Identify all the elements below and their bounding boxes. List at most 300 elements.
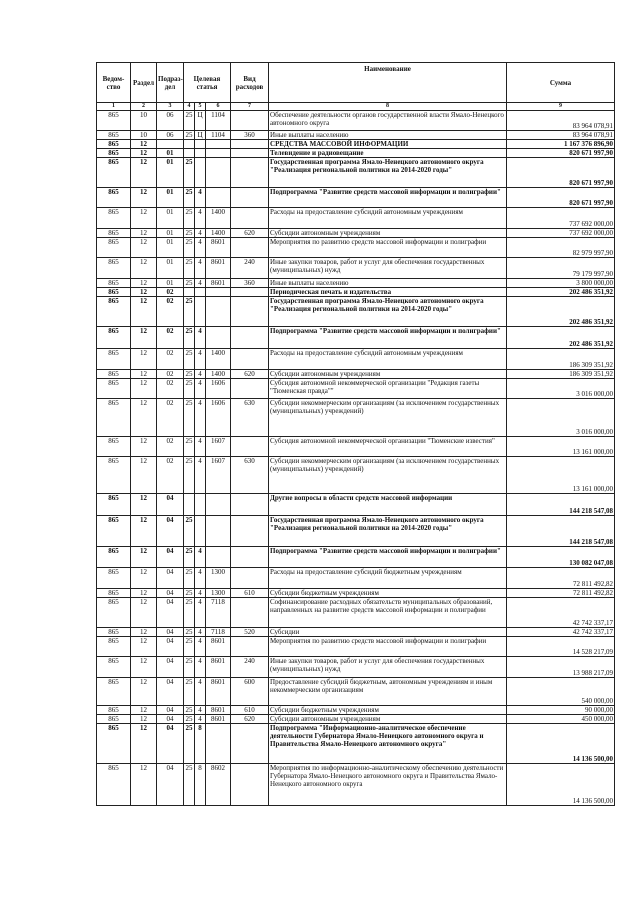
cell-target-3: 8601	[206, 279, 231, 288]
cell-sum: 13 161 000,00	[507, 457, 615, 494]
cell-razdel: 12	[131, 547, 157, 568]
cell-razdel: 12	[131, 657, 157, 678]
cell-name: Подпрограмма "Информационно-аналитическое обеспечение деятельности Губернатора Ямало-Ненецкого автономного округа и Правительства Ямало-Ненецкого автономного округа"	[269, 724, 507, 764]
cell-ved: 865	[97, 258, 131, 279]
cell-sum: 42 742 337,17	[507, 598, 615, 628]
cell-vid	[231, 140, 269, 149]
cell-podrazdel: 02	[157, 370, 184, 379]
cell-vid	[231, 288, 269, 297]
table-row	[97, 229, 615, 238]
cell-target-2	[195, 140, 206, 149]
cell-target-2	[195, 158, 206, 188]
cell-target-2: 4	[195, 349, 206, 370]
cell-vid	[231, 188, 269, 208]
table-row	[97, 279, 615, 288]
cell-ved: 865	[97, 516, 131, 547]
cell-vid	[231, 568, 269, 589]
cell-podrazdel: 02	[157, 437, 184, 457]
table-row	[97, 547, 615, 568]
cell-ved: 865	[97, 399, 131, 437]
cell-target-2: 4	[195, 706, 206, 715]
cell-target-2	[195, 516, 206, 547]
cell-ved: 865	[97, 706, 131, 715]
cell-ved: 865	[97, 238, 131, 258]
cell-target-1	[184, 288, 195, 297]
cell-podrazdel: 04	[157, 516, 184, 547]
cell-target-3	[206, 516, 231, 547]
cell-target-1: 25	[184, 547, 195, 568]
cell-target-3: 8601	[206, 238, 231, 258]
cell-podrazdel: 02	[157, 288, 184, 297]
cell-ved: 865	[97, 327, 131, 349]
cell-target-3	[206, 288, 231, 297]
cell-target-3: 8602	[206, 764, 231, 806]
cell-name: Субсидии	[269, 628, 507, 637]
cell-target-2	[195, 288, 206, 297]
table-row	[97, 149, 615, 158]
cell-target-3: 8601	[206, 637, 231, 657]
table-row	[97, 457, 615, 494]
cell-target-1: 25	[184, 437, 195, 457]
cell-razdel: 12	[131, 628, 157, 637]
cell-sum: 13 161 000,00	[507, 437, 615, 457]
cell-ved: 865	[97, 437, 131, 457]
cell-vid: 240	[231, 657, 269, 678]
cell-ved: 865	[97, 111, 131, 131]
cell-target-3: 1606	[206, 399, 231, 437]
cell-razdel: 12	[131, 370, 157, 379]
table-row	[97, 288, 615, 297]
cell-sum: 72 811 492,82	[507, 568, 615, 589]
header-row	[97, 63, 615, 103]
cell-ved: 865	[97, 131, 131, 140]
cell-razdel: 12	[131, 516, 157, 547]
cell-razdel: 12	[131, 437, 157, 457]
cell-podrazdel: 04	[157, 724, 184, 764]
cell-name: Государственная программа Ямало-Ненецкого автономного округа "Реализация региональной политики на 2014-2020 годы"	[269, 158, 507, 188]
cell-target-2: 4	[195, 657, 206, 678]
cell-ved: 865	[97, 229, 131, 238]
cell-name: Мероприятия по информационно-аналитическому обеспечению деятельности Губернатора Ямало-Ненецкого автономного округа и Правительства Ямало-Ненецкого автономного округа	[269, 764, 507, 806]
cell-target-1: 25	[184, 457, 195, 494]
cell-vid: 240	[231, 258, 269, 279]
cell-target-3	[206, 188, 231, 208]
cell-podrazdel: 01	[157, 258, 184, 279]
cell-target-1: 25	[185, 131, 193, 139]
cell-target-2: 4	[195, 547, 206, 568]
cell-podrazdel: 01	[157, 238, 184, 258]
cell-podrazdel: 04	[157, 764, 184, 806]
cell-podrazdel: 04	[157, 598, 184, 628]
table-row	[97, 764, 615, 806]
cell-target-3: 7118	[206, 628, 231, 637]
cell-ved: 865	[97, 628, 131, 637]
cell-target-1: 25	[184, 208, 195, 229]
col-number: 9	[507, 103, 615, 111]
table-row	[97, 327, 615, 349]
cell-name: Иные закупки товаров, работ и услуг для обеспечения государственных (муниципальных) нужд	[269, 258, 507, 279]
table-row	[97, 678, 615, 706]
cell-razdel: 12	[131, 457, 157, 494]
table-row	[97, 379, 615, 399]
table-row	[97, 598, 615, 628]
cell-sum: 737 692 000,00	[507, 229, 615, 238]
col-number: 7	[231, 103, 269, 111]
cell-target-2: 8	[195, 724, 206, 764]
cell-sum: 202 486 351,92	[507, 288, 615, 297]
cell-target-3: 8601	[206, 678, 231, 706]
cell-target-2: 4	[195, 598, 206, 628]
cell-vid	[231, 437, 269, 457]
cell-sum: 14 136 500,00	[507, 764, 615, 806]
header-vid: Вид расходов	[231, 63, 269, 103]
cell-sum: 72 811 492,82	[507, 589, 615, 598]
cell-name: Обеспечение деятельности органов государственной власти Ямало-Ненецкого автономного округа	[269, 111, 507, 131]
cell-ved: 865	[97, 598, 131, 628]
cell-target-1	[184, 149, 195, 158]
cell-target-1: 25	[185, 715, 193, 723]
cell-ved: 865	[97, 547, 131, 568]
cell-target-2	[195, 494, 206, 516]
cell-ved: 865	[97, 279, 131, 288]
cell-ved: 865	[97, 349, 131, 370]
cell-target-2: 4	[195, 589, 206, 598]
cell-target-1: 25	[184, 188, 195, 208]
cell-sum: 144 218 547,08	[507, 516, 615, 547]
cell-podrazdel: 04	[157, 715, 184, 724]
cell-razdel: 12	[131, 158, 157, 188]
cell-sum: 14 136 500,00	[507, 724, 615, 764]
table-row	[97, 188, 615, 208]
col-number: 4	[184, 103, 195, 111]
cell-target-3: 1606	[206, 379, 231, 399]
cell-podrazdel: 02	[157, 327, 184, 349]
cell-razdel: 12	[131, 279, 157, 288]
cell-target-1: 25	[184, 327, 195, 349]
cell-ved: 865	[97, 379, 131, 399]
cell-podrazdel: 04	[157, 589, 184, 598]
cell-sum: 144 218 547,08	[507, 494, 615, 516]
cell-target-1: 25	[184, 111, 195, 131]
cell-target-2: 4	[195, 399, 206, 437]
cell-name: Софинансирование расходных обязательств муниципальных образований, направленных на развитие средств массовой информации и полиграфии	[269, 598, 507, 628]
cell-target-1	[184, 494, 195, 516]
column-numbers-row	[97, 103, 615, 111]
cell-target-1: 25	[184, 258, 195, 279]
cell-sum: 737 692 000,00	[507, 208, 615, 229]
cell-vid	[231, 516, 269, 547]
cell-name: Субсидии автономным учреждениям	[269, 370, 507, 379]
cell-vid: 630	[231, 399, 269, 437]
cell-razdel: 12	[131, 229, 157, 238]
cell-target-1: 25	[185, 229, 193, 237]
cell-razdel: 10	[131, 131, 157, 140]
table-row	[97, 140, 615, 149]
cell-name: Иные закупки товаров, работ и услуг для обеспечения государственных (муниципальных) нужд	[269, 657, 507, 678]
table-row	[97, 724, 615, 764]
cell-sum: 79 179 997,90	[507, 258, 615, 279]
header-razdel: Раздел	[131, 63, 157, 103]
cell-razdel: 12	[131, 678, 157, 706]
cell-target-2: 4	[195, 715, 206, 724]
cell-razdel: 12	[131, 598, 157, 628]
cell-target-3: 8601	[206, 706, 231, 715]
cell-podrazdel: 04	[157, 494, 184, 516]
cell-ved: 865	[97, 208, 131, 229]
cell-podrazdel: 01	[157, 279, 184, 288]
cell-target-3	[206, 547, 231, 568]
cell-target-3	[206, 327, 231, 349]
cell-name: Субсидии некоммерческим организациям (за исключением государственных (муниципальных) учреждений)	[269, 457, 507, 494]
header-celevaya: Целевая статья	[184, 63, 231, 103]
cell-name: Субсидии бюджетным учреждениям	[269, 589, 507, 598]
cell-razdel: 12	[131, 288, 157, 297]
cell-sum: 1 167 376 896,90	[507, 140, 615, 149]
cell-podrazdel: 02	[157, 399, 184, 437]
cell-target-1: 25	[184, 158, 195, 188]
cell-name: Другие вопросы в области средств массовой информации	[269, 494, 507, 516]
cell-target-3	[206, 149, 231, 158]
cell-podrazdel: 06	[157, 111, 184, 131]
cell-vid: 610	[231, 589, 269, 598]
cell-target-3: 1400	[206, 349, 231, 370]
cell-target-3: 1300	[206, 568, 231, 589]
cell-podrazdel: 02	[157, 457, 184, 494]
cell-vid: 610	[231, 706, 269, 715]
cell-vid	[231, 637, 269, 657]
cell-podrazdel: 04	[157, 628, 184, 637]
cell-ved: 865	[97, 149, 131, 158]
cell-ved: 865	[97, 764, 131, 806]
cell-vid	[231, 111, 269, 131]
cell-name: Субсидии некоммерческим организациям (за исключением государственных (муниципальных) учреждений)	[269, 399, 507, 437]
col-number: 2	[131, 103, 157, 111]
cell-razdel: 12	[131, 140, 157, 149]
cell-target-2: 4	[195, 208, 206, 229]
cell-name: Мероприятия по развитию средств массовой информации и полиграфии	[269, 238, 507, 258]
cell-sum: 14 528 217,09	[507, 637, 615, 657]
cell-razdel: 12	[131, 589, 157, 598]
cell-target-1: 25	[185, 279, 193, 287]
cell-sum: 3 016 000,00	[507, 379, 615, 399]
cell-name: Расходы на предоставление субсидий бюджетным учреждениям	[269, 568, 507, 589]
cell-podrazdel: 04	[157, 706, 184, 715]
cell-sum: 540 000,00	[507, 678, 615, 706]
col-number: 8	[269, 103, 507, 111]
cell-target-3: 1300	[206, 589, 231, 598]
cell-sum: 90 000,00	[507, 706, 615, 715]
cell-razdel: 12	[131, 349, 157, 370]
cell-podrazdel: 01	[157, 208, 184, 229]
table-row	[97, 589, 615, 598]
cell-ved: 865	[97, 297, 131, 327]
cell-ved: 865	[97, 568, 131, 589]
cell-razdel: 12	[131, 149, 157, 158]
cell-target-1: 25	[185, 370, 193, 378]
cell-ved: 865	[97, 140, 131, 149]
table-row	[97, 399, 615, 437]
cell-target-3: 1104	[206, 131, 231, 140]
cell-sum: 820 671 997,90	[507, 188, 615, 208]
cell-target-1: 25	[184, 657, 195, 678]
cell-sum: 202 486 351,92	[507, 327, 615, 349]
table-row	[97, 370, 615, 379]
cell-vid	[231, 297, 269, 327]
cell-vid	[231, 149, 269, 158]
cell-razdel: 12	[131, 258, 157, 279]
cell-vid: 520	[231, 628, 269, 637]
header-summa: Сумма	[507, 63, 615, 103]
cell-target-1	[184, 140, 195, 149]
cell-target-3: 1607	[206, 457, 231, 494]
cell-sum: 83 964 078,91	[507, 131, 615, 140]
cell-sum: 202 486 351,92	[507, 297, 615, 327]
cell-target-1: 25	[184, 516, 195, 547]
cell-podrazdel: 06	[157, 131, 184, 140]
cell-target-1: 25	[184, 678, 195, 706]
cell-target-2: 4	[195, 568, 206, 589]
cell-target-2: Ц	[195, 111, 206, 131]
col-number: 1	[97, 103, 131, 111]
table-row	[97, 715, 615, 724]
table-row	[97, 628, 615, 637]
table-row	[97, 637, 615, 657]
cell-target-3: 1104	[206, 111, 231, 131]
cell-target-1: 25	[184, 568, 195, 589]
table-row	[97, 258, 615, 279]
cell-vid: 630	[231, 457, 269, 494]
cell-ved: 865	[97, 657, 131, 678]
cell-target-2: 4	[195, 188, 206, 208]
cell-name: Иные выплаты населению	[269, 279, 507, 288]
table-row	[97, 297, 615, 327]
cell-name: Субсидии бюджетным учреждениям	[269, 706, 507, 715]
cell-vid: 620	[231, 715, 269, 724]
cell-sum: 42 742 337,17	[507, 628, 615, 637]
cell-name: Подпрограмма "Развитие средств массовой информации и полиграфии"	[269, 327, 507, 349]
cell-target-2: 4	[195, 678, 206, 706]
cell-razdel: 12	[131, 238, 157, 258]
cell-name: Расходы на предоставление субсидий автономным учреждениям	[269, 208, 507, 229]
cell-vid	[231, 327, 269, 349]
cell-target-2	[195, 149, 206, 158]
table-row	[97, 208, 615, 229]
cell-razdel: 12	[131, 724, 157, 764]
cell-target-2: 4	[195, 279, 206, 288]
cell-target-3	[206, 297, 231, 327]
cell-target-3	[206, 158, 231, 188]
cell-target-2: 4	[195, 437, 206, 457]
table-row	[97, 568, 615, 589]
cell-target-1: 25	[185, 706, 193, 714]
cell-target-2: 4	[195, 238, 206, 258]
cell-target-3	[206, 724, 231, 764]
cell-name: Государственная программа Ямало-Ненецкого автономного округа "Реализация региональной политики на 2014-2020 годы"	[269, 297, 507, 327]
cell-vid	[231, 547, 269, 568]
table-row	[97, 706, 615, 715]
cell-razdel: 12	[131, 188, 157, 208]
table-body	[97, 111, 615, 806]
cell-sum: 3 800 000,00	[507, 279, 615, 288]
cell-razdel: 12	[131, 327, 157, 349]
cell-podrazdel: 01	[157, 188, 184, 208]
cell-vid	[231, 158, 269, 188]
cell-ved: 865	[97, 288, 131, 297]
cell-name: Иные выплаты населению	[269, 131, 507, 140]
cell-razdel: 12	[131, 399, 157, 437]
cell-podrazdel: 02	[157, 297, 184, 327]
cell-podrazdel: 04	[157, 657, 184, 678]
cell-sum: 3 016 000,00	[507, 399, 615, 437]
cell-razdel: 10	[131, 111, 157, 131]
cell-razdel: 12	[131, 379, 157, 399]
cell-target-1: 25	[184, 379, 195, 399]
table-row	[97, 516, 615, 547]
cell-target-2: 8	[195, 764, 206, 806]
cell-podrazdel: 04	[157, 568, 184, 589]
cell-target-1: 25	[184, 598, 195, 628]
table-row	[97, 111, 615, 131]
table-row	[97, 657, 615, 678]
cell-name: Телевидение и радиовещание	[269, 149, 507, 158]
cell-sum: 186 309 351,92	[507, 370, 615, 379]
cell-ved: 865	[97, 494, 131, 516]
cell-ved: 865	[97, 370, 131, 379]
cell-podrazdel: 04	[157, 637, 184, 657]
col-number: 3	[157, 103, 184, 111]
cell-sum: 820 671 997,90	[507, 158, 615, 188]
cell-target-1: 25	[184, 764, 195, 806]
cell-target-2: Ц	[195, 131, 206, 140]
cell-target-3: 7118	[206, 598, 231, 628]
cell-target-2: 4	[195, 229, 206, 238]
cell-sum: 820 671 997,90	[507, 149, 615, 158]
cell-vid: 360	[231, 131, 269, 140]
cell-ved: 865	[97, 589, 131, 598]
cell-target-1: 25	[184, 349, 195, 370]
cell-podrazdel: 04	[157, 678, 184, 706]
cell-vid	[231, 208, 269, 229]
cell-name: Субсидия автономной некоммерческой организации "Редакция газеты "Тюменская правда""	[269, 379, 507, 399]
cell-ved: 865	[97, 158, 131, 188]
cell-target-3: 1400	[206, 370, 231, 379]
cell-target-1: 25	[184, 399, 195, 437]
cell-target-1: 25	[185, 628, 193, 636]
cell-target-2: 4	[195, 370, 206, 379]
table-row	[97, 131, 615, 140]
cell-target-3: 1400	[206, 208, 231, 229]
cell-target-3: 8601	[206, 657, 231, 678]
cell-target-1: 25	[184, 297, 195, 327]
cell-ved: 865	[97, 678, 131, 706]
cell-sum: 83 964 078,91	[507, 111, 615, 131]
cell-name: Мероприятия по развитию средств массовой информации и полиграфии	[269, 637, 507, 657]
col-number: 5	[195, 103, 206, 111]
cell-name: Субсидия автономной некоммерческой организации "Тюменские известия"	[269, 437, 507, 457]
cell-ved: 865	[97, 724, 131, 764]
cell-name: Подпрограмма "Развитие средств массовой информации и полиграфии"	[269, 188, 507, 208]
cell-name: СРЕДСТВА МАССОВОЙ ИНФОРМАЦИИ	[269, 140, 507, 149]
cell-name: Субсидии автономным учреждениям	[269, 229, 507, 238]
cell-target-2: 4	[195, 327, 206, 349]
cell-podrazdel: 01	[157, 149, 184, 158]
col-number: 6	[206, 103, 231, 111]
cell-ved: 865	[97, 457, 131, 494]
cell-vid	[231, 598, 269, 628]
cell-razdel: 12	[131, 706, 157, 715]
table-row	[97, 437, 615, 457]
cell-vid: 600	[231, 678, 269, 706]
